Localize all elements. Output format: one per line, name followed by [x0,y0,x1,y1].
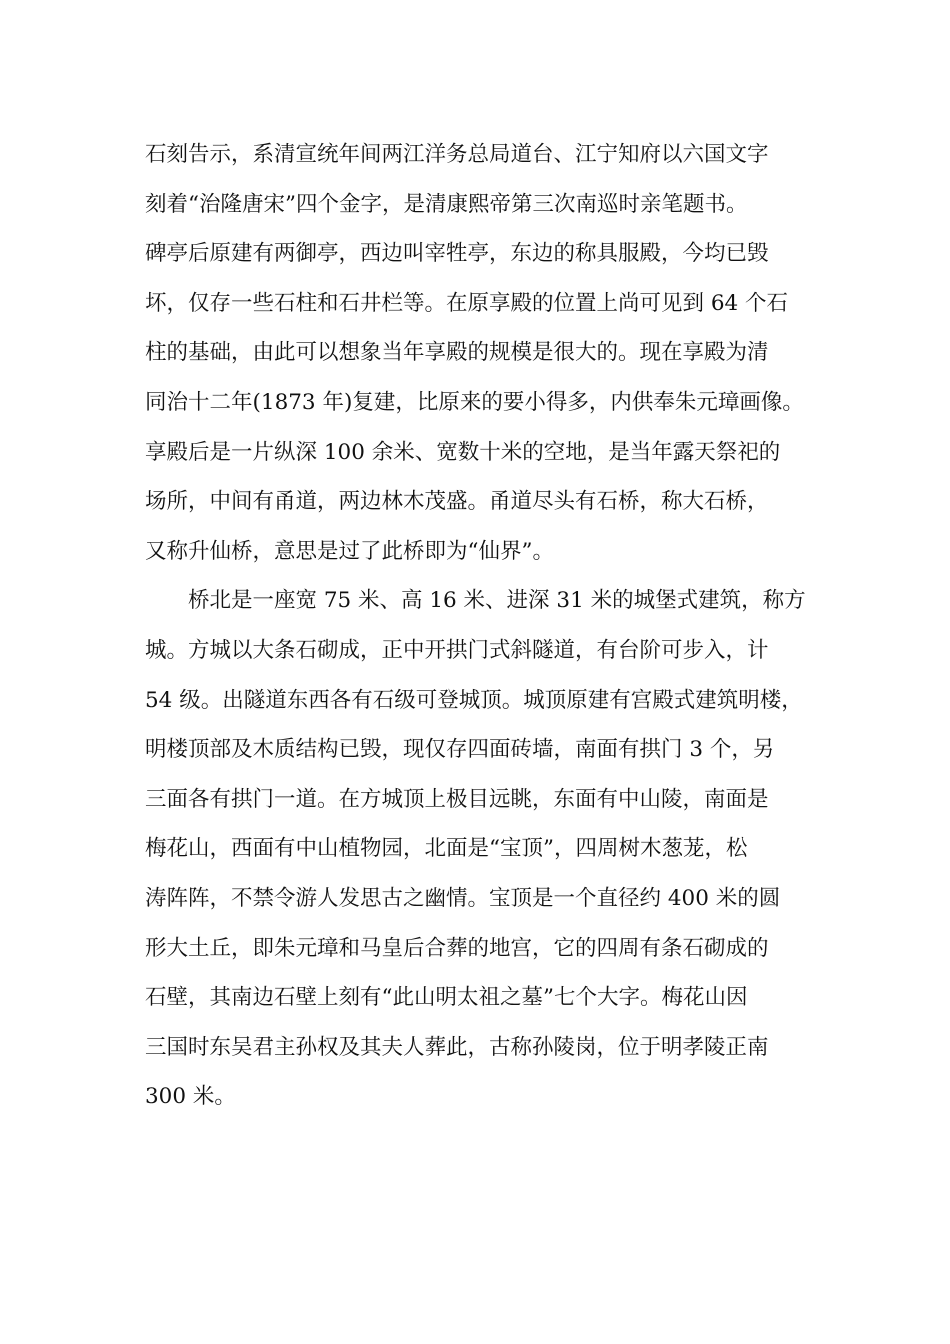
text-line: 城。方城以大条石砌成，正中开拱门式斜隧道，有台阶可步入，计 [145,637,769,663]
text-line: 300 米。 [145,1084,236,1110]
paragraph-first-line: 桥北是一座宽 75 米、高 16 米、进深 31 米的城堡式建筑，称方 [188,588,806,614]
text-line: 享殿后是一片纵深 100 余米、宽数十米的空地，是当年露天祭祀的 [145,439,781,465]
text-line: 碑亭后原建有两御亭，西边叫宰牲亭，东边的称具服殿，今均已毁 [145,241,769,267]
text-line: 三面各有拱门一道。在方城顶上极目远眺，东面有中山陵，南面是 [145,786,769,812]
body-text [145,130,845,1122]
text-line: 54 级。出隧道东西各有石级可登城顶。城顶原建有宫殿式建筑明楼， [145,687,803,713]
text-line: 又称升仙桥，意思是过了此桥即为“仙界”。 [145,538,554,564]
text-line: 同治十二年(1873 年)复建，比原来的要小得多，内供奉朱元璋画像。 [145,389,804,415]
text-line: 刻着“治隆唐宋”四个金字，是清康熙帝第三次南巡时亲笔题书。 [145,191,748,217]
text-line: 形大土丘，即朱元璋和马皇后合葬的地宫，它的四周有条石砌成的 [145,935,769,961]
text-line: 三国时东吴君主孙权及其夫人葬此，古称孙陵岗，位于明孝陵正南 [145,1034,769,1060]
text-line: 柱的基础，由此可以想象当年享殿的规模是很大的。现在享殿为清 [145,340,769,366]
text-line: 涛阵阵，不禁令游人发思古之幽情。宝顶是一个直径约 400 米的圆 [145,885,781,911]
text-line: 明楼顶部及木质结构已毁，现仅存四面砖墙，南面有拱门 3 个，另 [145,737,775,763]
text-line: 梅花山，西面有中山植物园，北面是“宝顶”，四周树木葱茏，松 [145,836,748,862]
text-line: 坏，仅存一些石柱和石井栏等。在原享殿的位置上尚可见到 64 个石 [145,290,789,316]
text-line: 石壁，其南边石壁上刻有“此山明太祖之墓”七个大字。梅花山因 [145,985,748,1011]
text-line: 场所，中间有甬道，两边林木茂盛。甬道尽头有石桥，称大石桥， [145,489,769,515]
text-line: 石刻告示，系清宣统年间两江洋务总局道台、江宁知府以六国文字 [145,142,769,167]
